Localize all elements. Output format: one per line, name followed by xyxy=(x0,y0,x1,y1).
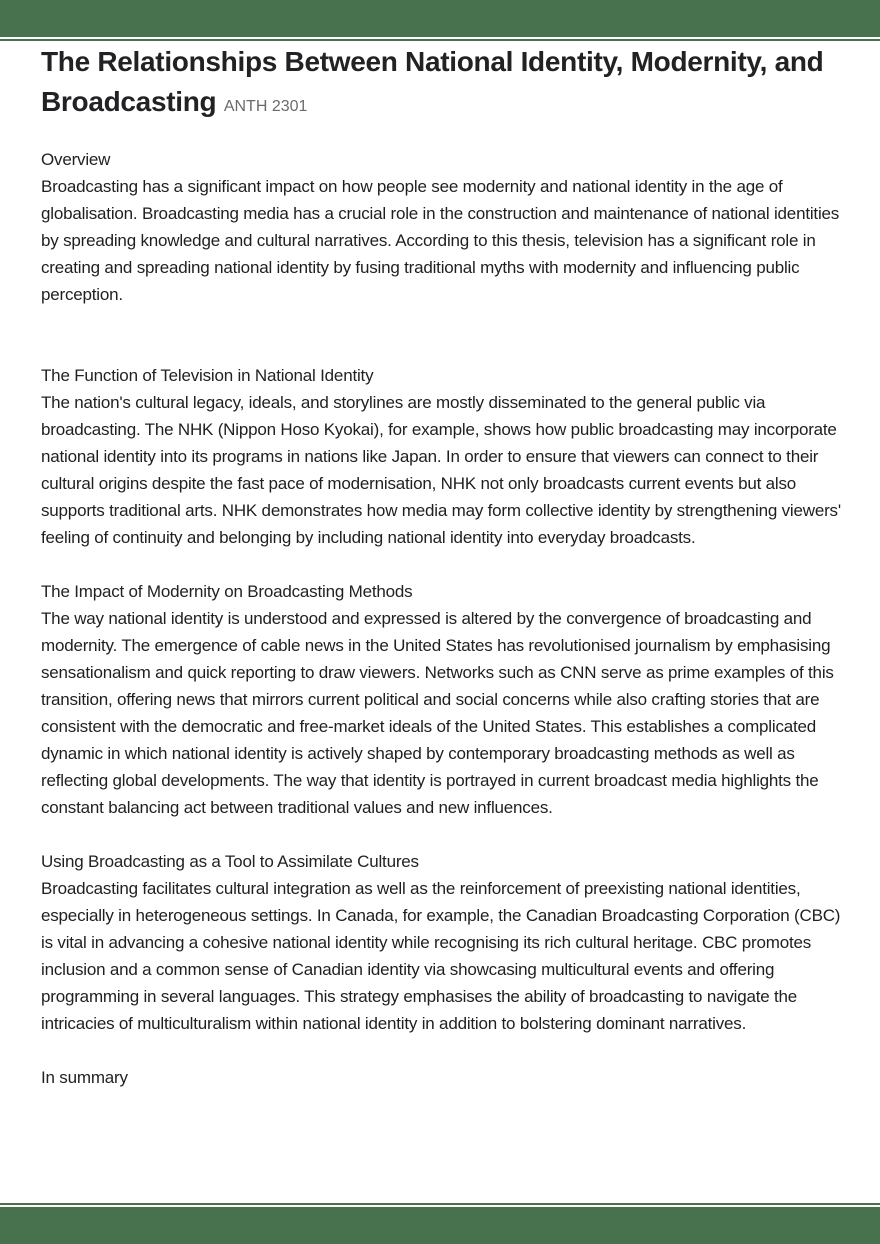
header-divider xyxy=(0,39,880,41)
page-title xyxy=(41,42,841,127)
section-cultural-assimilation xyxy=(41,848,841,1037)
section-summary xyxy=(41,1064,841,1091)
section-heading: Using Broadcasting as a Tool to Assimilate Cultures xyxy=(41,852,419,871)
section-heading: Overview xyxy=(41,150,111,169)
section-heading: In summary xyxy=(41,1068,128,1087)
course-code: ANTH 2301 xyxy=(223,98,308,115)
section-body: The nation's cultural legacy, ideals, and storylines are mostly disseminated to the general public via broadcasting. The NHK (Nippon Hoso Kyokai), for example, shows how public broadcasting may incorporate national identity into its programs in nations like Japan. In order to ensure that viewers can connect to their cultural origins despite the fast pace of modernisation, NHK not only broadcasts current events but also supports traditional arts. NHK demonstrates how media may form collective identity by strengthening viewers' feeling of continuity and belonging by including national identity into everyday broadcasts. xyxy=(41,393,841,547)
document-content xyxy=(41,42,841,1091)
title-text: The Relationships Between National Identity, Modernity, and Broadcasting xyxy=(41,46,824,117)
footer-divider xyxy=(0,1203,880,1205)
section-body: Broadcasting has a significant impact on how people see modernity and national identity in the age of globalisation. Broadcasting media has a crucial role in the construction and maintenance of national identities by spreading knowledge and cultural narratives. According to this thesis, television has a significant role in creating and spreading national identity by fusing traditional myths with modernity and influencing public perception. xyxy=(41,177,840,304)
section-heading: The Impact of Modernity on Broadcasting Methods xyxy=(41,582,413,601)
header-band xyxy=(0,0,880,37)
section-modernity-impact xyxy=(41,578,841,821)
section-body: Broadcasting facilitates cultural integration as well as the reinforcement of preexisting national identities, especially in heterogeneous settings. In Canada, for example, the Canadian Broadcasting Corporation (CBC) is vital in advancing a cohesive national identity while recognising its rich cultural heritage. CBC promotes inclusion and a common sense of Canadian identity via showcasing multicultural events and offering programming in several languages. This strategy emphasises the ability of broadcasting to navigate the intricacies of multiculturalism within national identity in addition to bolstering dominant narratives. xyxy=(41,879,841,1033)
section-overview xyxy=(41,146,841,308)
footer-band xyxy=(0,1207,880,1244)
section-heading: The Function of Television in National Identity xyxy=(41,366,374,385)
section-body: The way national identity is understood and expressed is altered by the convergence of broadcasting and modernity. The emergence of cable news in the United States has revolutionised journalism by emphasising sensationalism and quick reporting to draw viewers. Networks such as CNN serve as prime examples of this transition, offering news that mirrors current political and social concerns while also crafting stories that are consistent with the democratic and free-market ideals of the United States. This establishes a complicated dynamic in which national identity is actively shaped by contemporary broadcasting methods as well as reflecting global developments. The way that identity is portrayed in current broadcast media highlights the constant balancing act between traditional values and new influences. xyxy=(41,609,834,817)
section-television-function xyxy=(41,362,841,551)
